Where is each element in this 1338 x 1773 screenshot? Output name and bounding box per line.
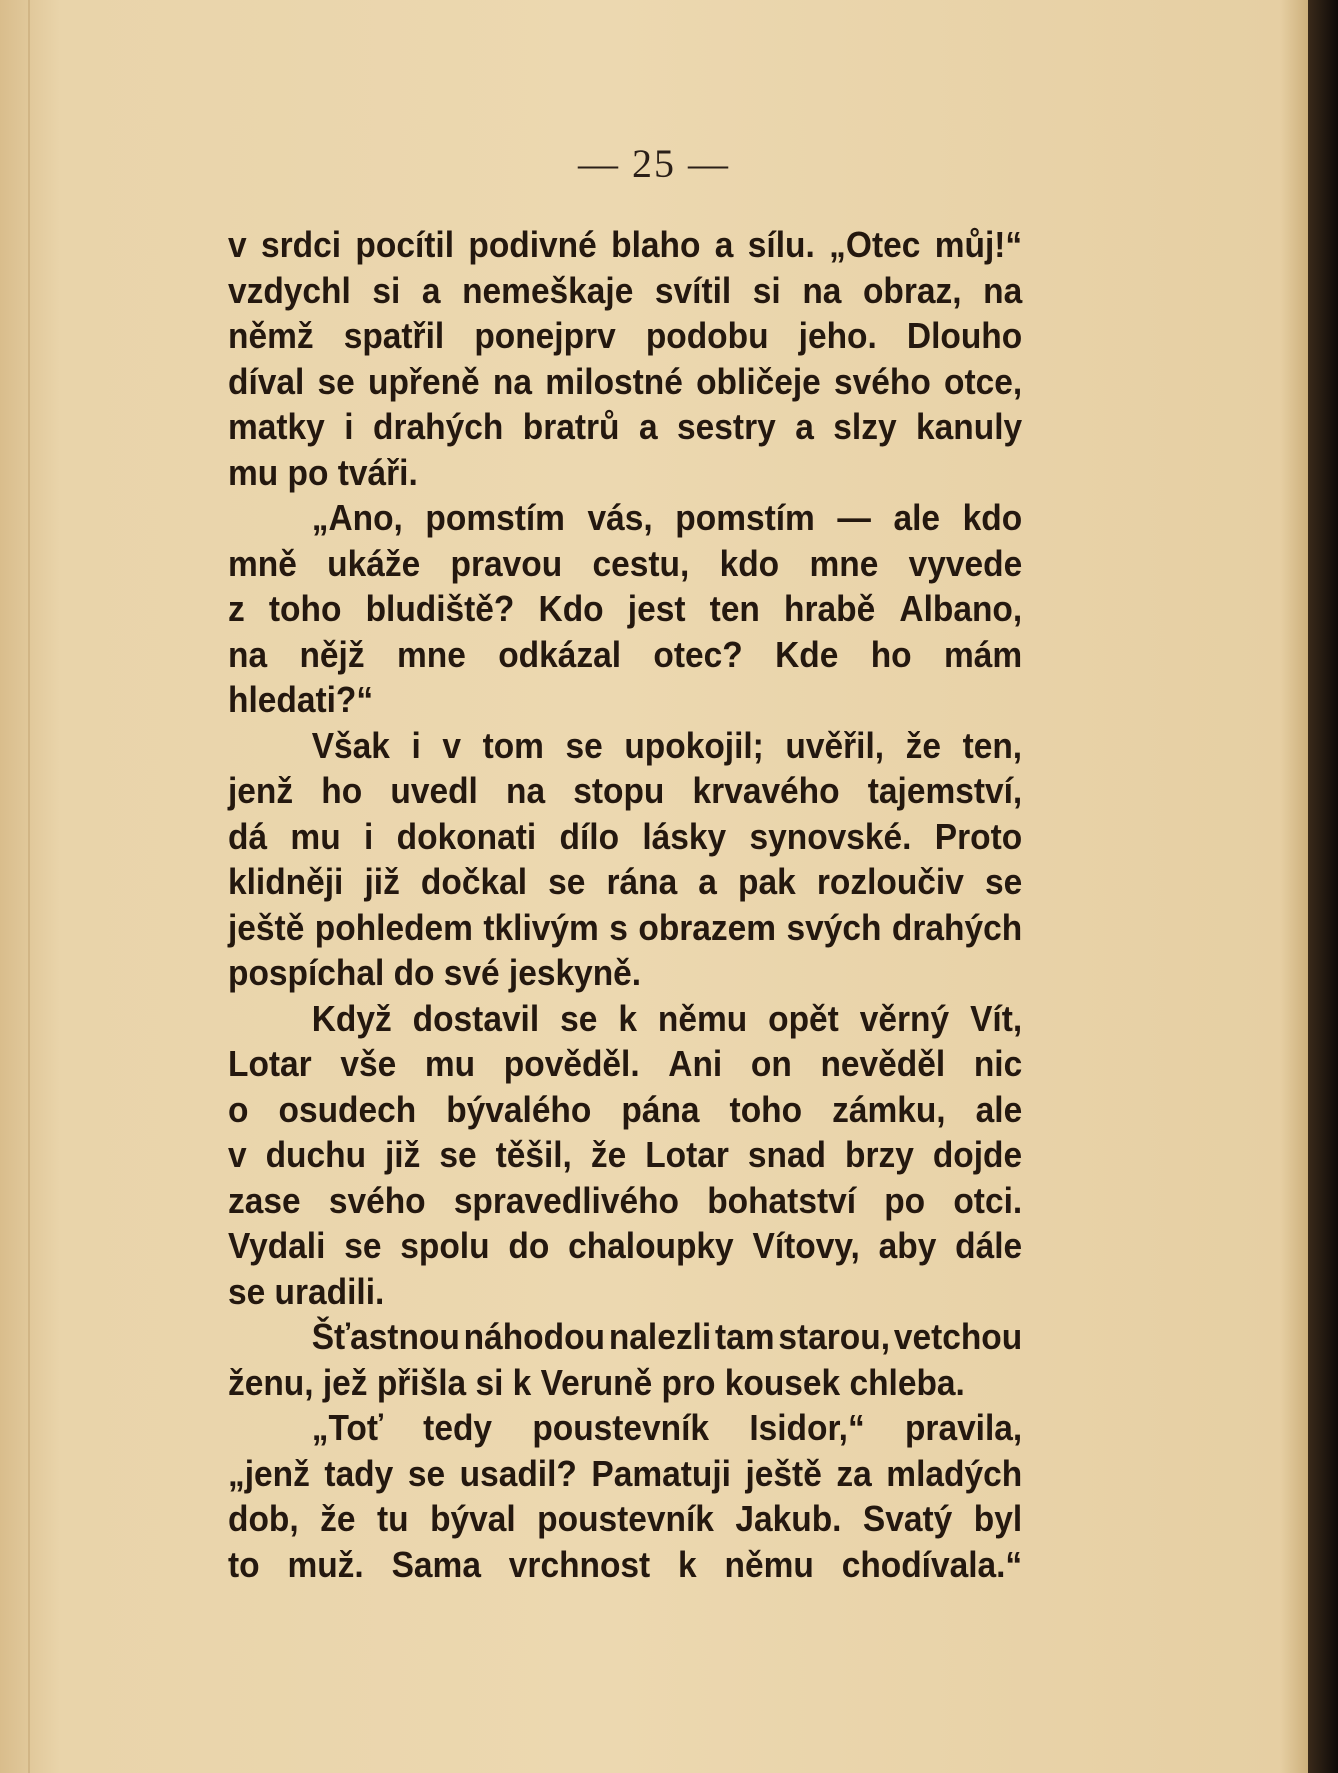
text-line: díval se upřeně na milostné obličeje svého otce, [228,360,1023,402]
text-line: ještě pohledem tklivým s obrazem svých drahých [228,906,1023,948]
text-line: „Toť tedy poustevník Isidor,“ pravila, [311,1407,1023,1448]
text-line: ženu, jež přišla si k Veruně pro kousek chleba. [228,1361,965,1403]
text-line: Šťastnou náhodou nalezli tam starou, vetchou [311,1316,1023,1357]
text-line: zase svého spravedlivého bohatství po otci. [228,1179,1023,1221]
text-line: jenž ho uvedl na stopu krvavého tajemství, [228,770,1023,811]
text-line: mu po tváři. [228,451,418,493]
page-edge-shadow [1308,0,1338,1773]
text-line: z toho bludiště? Kdo jest ten hrabě Albano, [228,588,1023,629]
text-line: Však i v tom se upokojil; uvěřil, že ten, [311,724,1023,766]
text-line: „Ano, pomstím vás, pomstím — ale kdo [311,497,1023,538]
page-gutter [28,0,30,1773]
text-line: o osudech bývalého pána toho zámku, ale [228,1088,1023,1130]
text-line: v srdci pocítil podivné blaho a sílu. „Otec můj!“ [228,224,1023,265]
text-line: pospíchal do své jeskyně. [228,952,642,993]
body-text [228,222,1022,1587]
text-line: klidněji již dočkal se rána a pak rozloučiv se [228,861,1023,902]
text-line: se uradili. [228,1270,385,1312]
text-line: dá mu i dokonati dílo lásky synovské. Proto [228,815,1023,857]
text-line: v duchu již se těšil, že Lotar snad brzy dojde [228,1134,1023,1175]
text-line: mně ukáže pravou cestu, kdo mne vyvede [228,542,1023,584]
text-line: vzdychl si a nemeškaje svítil si na obraz, na [228,269,1023,311]
text-line: „jenž tady se usadil? Pamatuji ještě za mladých [228,1452,1023,1494]
text-line: Když dostavil se k němu opět věrný Vít, [311,997,1023,1039]
page-number: — 25 — [578,141,730,186]
text-line: matky i drahých bratrů a sestry a slzy kanuly [228,406,1023,447]
text-line: to muž. Sama vrchnost k němu chodívala.“ [228,1543,1023,1585]
text-line: na nějž mne odkázal otec? Kde ho mám [228,633,1023,675]
text-line: němž spatřil ponejprv podobu jeho. Dlouho [228,315,1023,356]
text-line: Lotar vše mu pověděl. Ani on nevěděl nic [228,1043,1023,1084]
text-line: dob, že tu býval poustevník Jakub. Svatý byl [228,1498,1023,1539]
text-line: Vydali se spolu do chaloupky Vítovy, aby dále [228,1225,1023,1266]
text-line: hledati?“ [228,679,374,720]
